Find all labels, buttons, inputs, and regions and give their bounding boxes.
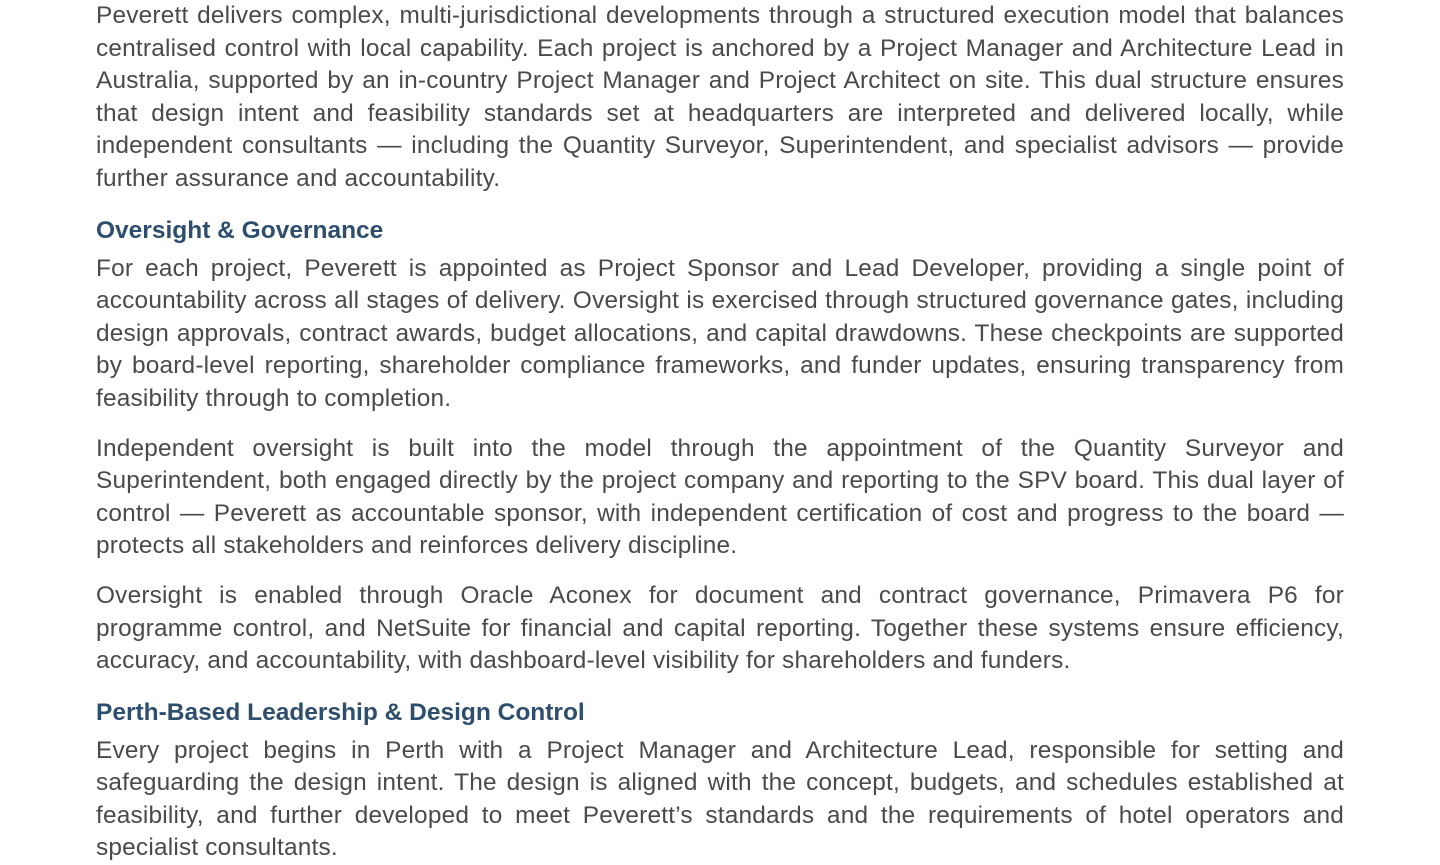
- oversight-paragraph-1: For each project, Peverett is appointed as Project Sponsor and Lead Developer, providing a single point of accountability across all stages of delivery. Oversight is exercised through structured governance gates, including design approvals, contract awards, budget allocations, and capital drawdowns. These checkpoints are supported by board-level reporting, shareholder compliance frameworks, and funder updates, ensuring transparency from feasibility through to completion.: [96, 254, 1344, 412]
- perth-leadership-heading: Perth-Based Leadership & Design Control: [96, 698, 585, 726]
- oversight-paragraph-2: Independent oversight is built into the model through the appointment of the Quantity Surveyor and Superintendent, both engaged directly by the project company and reporting to the SPV board. This dual layer of control — Peverett as accountable sponsor, with independent certification of cost and progress to the board — protects all stakeholders and reinforces delivery discipline.: [96, 434, 1344, 560]
- intro-paragraph: Peverett delivers complex, multi-jurisdictional developments through a structured execution model that balances centralised control with local capability. Each project is anchored by a Project Manager and Architecture Lead in Australia, supported by an in-country Project Manager and Project Architect on site. This dual structure ensures that design intent and feasibility standards set at headquarters are interpreted and delivered locally, while independent consultants — including the Quantity Surveyor, Superintendent, and specialist advisors — provide further assurance and accountability.: [96, 2, 1344, 192]
- oversight-governance-heading: Oversight & Governance: [96, 216, 384, 244]
- oversight-paragraph-3: Oversight is enabled through Oracle Aconex for document and contract governance, Primavera P6 for programme control, and NetSuite for financial and capital reporting. Together these systems ensure efficiency, accuracy, and accountability, with dashboard-level visibility for shareholders and funders.: [96, 581, 1344, 675]
- perth-leadership-paragraph-1: Every project begins in Perth with a Project Manager and Architecture Lead, responsible for setting and safeguarding the design intent. The design is aligned with the concept, budgets, and schedules established at feasibility, and further developed to meet Peverett’s standards and the requirements of hotel operators and specialist consultants.: [96, 736, 1344, 862]
